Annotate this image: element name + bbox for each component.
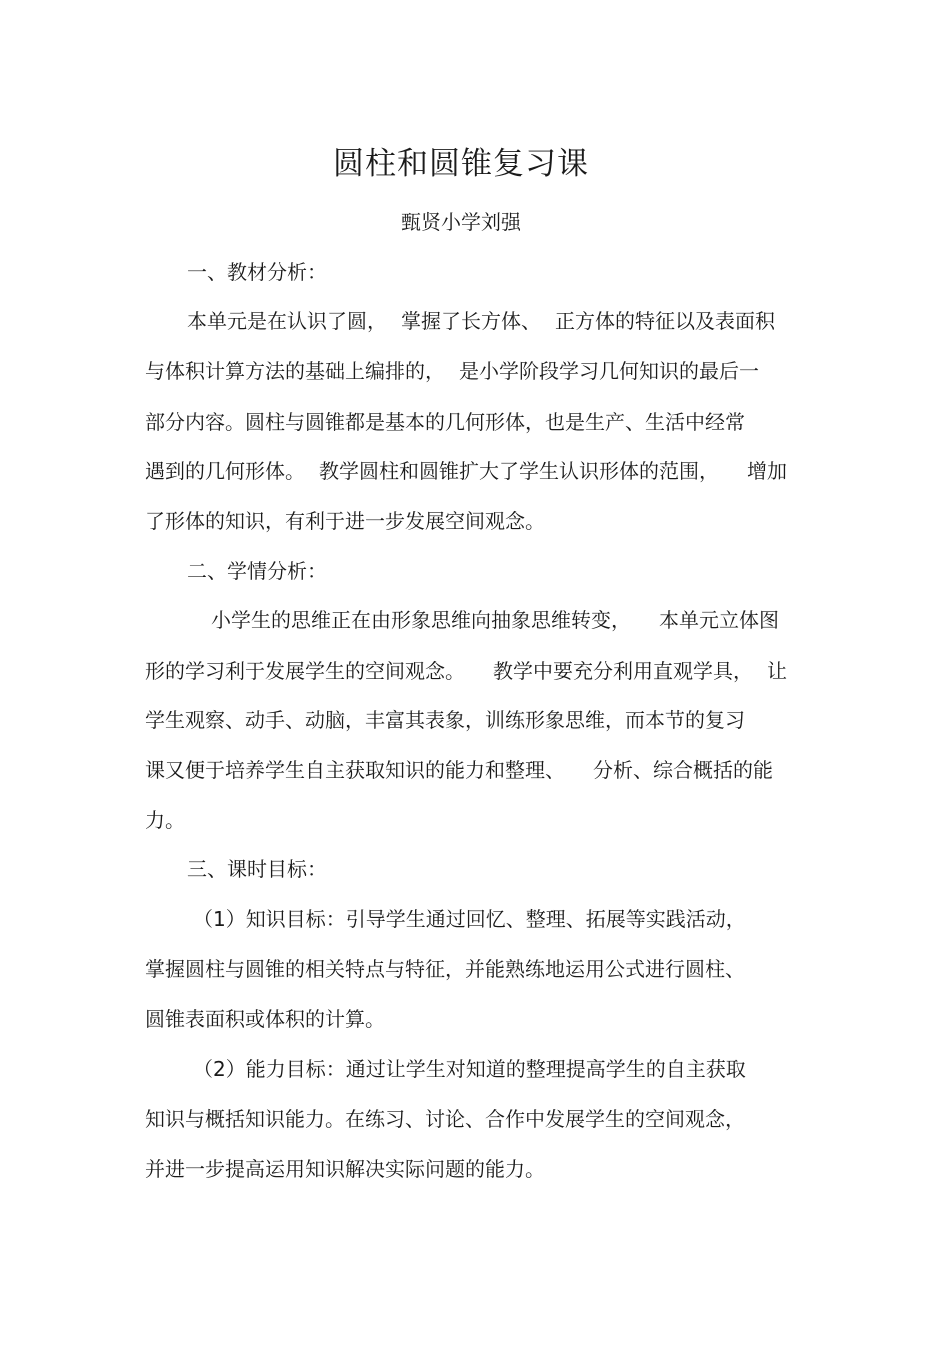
section-heading-1: 一、教材分析： bbox=[187, 260, 327, 284]
text-segment: 正方体的特征以及表面积 bbox=[555, 309, 775, 333]
text-segment: 本单元立体图 bbox=[659, 608, 779, 632]
text-segment: 增加 bbox=[747, 459, 787, 483]
paragraph-line: 掌握圆柱与圆锥的相关特点与特征，并能熟练地运用公式进行圆柱、 bbox=[145, 957, 745, 981]
paragraph-line bbox=[187, 306, 775, 336]
text-segment: 掌握了长方体、 bbox=[401, 309, 541, 333]
text-segment: 是小学阶段学习几何知识的最后一 bbox=[459, 359, 759, 383]
document-author: 甄贤小学刘强 bbox=[401, 210, 521, 234]
document-title: 圆柱和圆锥复习课 bbox=[333, 146, 589, 182]
text-segment: 课又便于培养学生自主获取知识的能力和整理、 bbox=[145, 758, 565, 782]
paragraph-line: 部分内容。圆柱与圆锥都是基本的几何形体，也是生产、生活中经常 bbox=[145, 410, 745, 434]
paragraph-line: 学生观察、动手、动脑，丰富其表象，训练形象思维，而本节的复习 bbox=[145, 708, 745, 732]
text-segment: 遇到的几何形体。 bbox=[145, 459, 305, 483]
paragraph-line: 力。 bbox=[145, 808, 185, 832]
paragraph-line: 了形体的知识，有利于进一步发展空间观念。 bbox=[145, 509, 545, 533]
text-segment: 与体积计算方法的基础上编排的， bbox=[145, 359, 445, 383]
paragraph-line bbox=[145, 656, 787, 686]
text-segment: 教学圆柱和圆锥扩大了学生认识形体的范围， bbox=[319, 459, 719, 483]
text-segment: 小学生的思维正在由形象思维向抽象思维转变， bbox=[211, 608, 631, 632]
paragraph-line bbox=[145, 755, 773, 785]
paragraph-line: 圆锥表面积或体积的计算。 bbox=[145, 1007, 385, 1031]
paragraph-line bbox=[145, 456, 787, 486]
paragraph-line bbox=[211, 605, 779, 635]
paragraph-line: 并进一步提高运用知识解决实际问题的能力。 bbox=[145, 1157, 545, 1181]
paragraph-line bbox=[145, 356, 759, 386]
text-segment: 本单元是在认识了圆， bbox=[187, 309, 387, 333]
paragraph-line: （1）知识目标：引导学生通过回忆、整理、拓展等实践活动， bbox=[193, 907, 746, 931]
text-segment: 让 bbox=[767, 659, 787, 683]
text-segment: 分析、综合概括的能 bbox=[593, 758, 773, 782]
paragraph-line: 知识与概括知识能力。在练习、讨论、合作中发展学生的空间观念， bbox=[145, 1107, 745, 1131]
paragraph-line: （2）能力目标：通过让学生对知道的整理提高学生的自主获取 bbox=[193, 1057, 746, 1081]
section-heading-2: 二、学情分析： bbox=[187, 559, 327, 583]
section-heading-3: 三、课时目标： bbox=[187, 857, 327, 881]
text-segment: 教学中要充分利用直观学具， bbox=[493, 659, 753, 683]
text-segment: 形的学习利于发展学生的空间观念。 bbox=[145, 659, 465, 683]
